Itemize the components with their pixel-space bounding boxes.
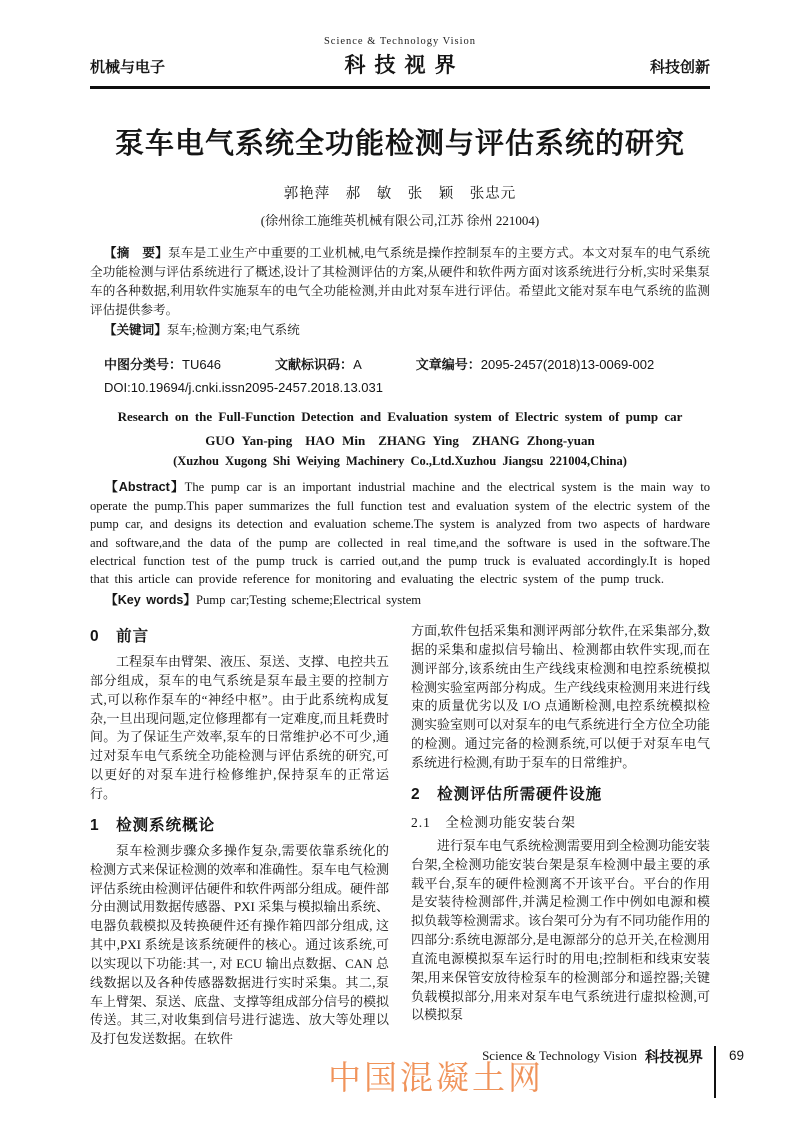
section-heading-1: 1 检测系统概论 xyxy=(90,816,216,834)
subsection-heading-2-1: 2.1 全检测功能安装台架 xyxy=(411,814,576,830)
abstract-zh-paragraph xyxy=(90,244,710,320)
section-1-paragraph-continued: 方面,软件包括采集和测评两部分软件,在采集部分,数据的采集和虚拟信号输出、检测都由软件实现,而在测评部分,该系统由生产线线束检测和电控系统模拟检测实验室两部分构成。生产线线束检测用来进行线束的质量优劣以及 I/O 点通断检测,电控系统模拟检测实验室则可以对泵车的电气系统进行全方位全功能的检测。通过完备的检测系统,可以便于对泵车电气系统进行检测,有助于泵车的日常维护。 xyxy=(411,623,711,770)
body-columns xyxy=(90,622,710,1049)
column-tag-left: 机械与电子 xyxy=(90,59,166,76)
abstract-en-paragraph xyxy=(90,478,710,588)
clc-item xyxy=(104,354,221,373)
article-title: 泵车电气系统全功能检测与评估系统的研究 xyxy=(114,128,685,160)
keywords-zh-text: 泵车;检测方案;电气系统 xyxy=(166,322,300,337)
doc-code-value: A xyxy=(353,357,362,373)
journal-title-en: Science & Technology Vision xyxy=(323,36,477,47)
doc-code-item xyxy=(275,354,362,373)
abstract-zh-text: 泵车是工业生产中重要的工业机械,电气系统是操作控制泵车的主要方式。本文对泵车的电气系统全功能检测与评估系统进行了概述,设计了其检测评估的方案,从硬件和软件两方面对该系统进行分析,实时采集泵车的各种数据,利用软件实施泵车的电气全功能检测,并由此对泵车进行评估。希望此文能对泵车电气系统的监测评估提供参考。 xyxy=(90,246,711,317)
clc-value: TU646 xyxy=(182,357,222,373)
page-number: 69 xyxy=(728,1048,744,1063)
footer-divider xyxy=(714,1046,716,1098)
clc-label: 中图分类号： xyxy=(104,357,183,373)
affiliation: (徐州徐工施维英机械有限公司,江苏 徐州 221004) xyxy=(260,213,540,228)
journal-title-block xyxy=(324,36,476,79)
right-column xyxy=(411,622,710,1049)
keywords-en-label: 【Key words】 xyxy=(105,592,196,607)
doi: DOI:10.19694/j.cnki.issn2095-2457.2018.13.031 xyxy=(104,380,383,396)
keywords-zh-label: 【关键词】 xyxy=(103,322,167,337)
classification-row xyxy=(90,354,710,373)
abstract-zh xyxy=(90,244,710,339)
affiliation-en: (Xuzhou Xugong Shi Weiying Machinery Co.,Ltd.Xuzhou Jiangsu 221004,China) xyxy=(173,454,627,469)
footer-journal-zh: 科技视界 xyxy=(644,1050,703,1066)
article-no-value: 2095-2457(2018)13-0069-002 xyxy=(480,357,655,373)
article-no-item xyxy=(416,354,655,373)
section-heading-2: 2 检测评估所需硬件设施 xyxy=(411,785,603,803)
abstract-en-text: The pump car is an important industrial machine and the electrical system is the main way to operate the pump.This paper summarizes the full function test and evaluation system of the electric system of the pump car, and designs its detection and evaluation scheme.The system is analyzed from two aspects of hardware and software,and the data of the pump are collected in real time,and the software is used in the software.The electrical function test of the pump truck is carried out,and the pump truck is evaluated accordingly.It is hoped that this article can provide reference for monitoring and evaluating the electric system of the pump truck. xyxy=(90,480,710,587)
article-title-en: Research on the Full-Function Detection and Evaluation system of Electric system of pump car xyxy=(117,409,683,425)
keywords-en-line xyxy=(90,591,710,609)
section-2-1-paragraph: 进行泵车电气系统检测需要用到全检测功能安装台架,全检测功能安装台架是泵车检测中最主要的承载平台,泵车的硬件检测离不开该平台。平台的作用是安装待检测部件,并满足检测工作中例如电源和模拟负载等检测需求。该台架可分为有不同功能作用的四部分:系统电源部分,是电源部分的总开关,在检测用直流电源模拟泵车运行时的用电;控制柜和线束安装架,用来保管安放待检泵车的检测部分和遥控器;关键负载模拟部分,用来对泵车电气系统进行虚拟检测,可以模拟泵 xyxy=(411,837,711,1023)
masthead xyxy=(90,36,710,89)
keywords-zh-line xyxy=(90,321,710,340)
section-0-paragraph: 工程泵车由臂架、液压、泵送、支撑、电控共五部分组成，泵车的电气系统是泵车最主要的控制方式,可以称作泵车的“神经中枢”。由于此系统构成复杂,一旦出现问题,定位修理都有一定难度,而且耗费时间。为了保证生产效率,泵车的日常维护必不可少,通过对泵车电气系统全功能检测与评估系统的研究,可以更好的对泵车进行检修维护,保持泵车的正常运行。 xyxy=(90,654,390,801)
authors-en: GUO Yan-ping HAO Min ZHANG Ying ZHANG Zhong-yuan xyxy=(205,433,595,449)
left-column xyxy=(90,622,389,1049)
column-tag-right: 科技创新 xyxy=(649,59,710,76)
journal-title-zh: 科技视界 xyxy=(344,54,465,77)
abstract-en-label: 【Abstract】 xyxy=(105,480,185,495)
authors: 郭艳萍 郝 敏 张 颖 张忠元 xyxy=(283,186,517,202)
watermark-text: 中国混凝土网 xyxy=(328,1059,544,1096)
abstract-zh-label: 【摘 要】 xyxy=(103,246,169,260)
section-1-paragraph: 泵车检测步骤众多操作复杂,需要依靠系统化的检测方式来保证检测的效率和准确性。泵车电气检测评估系统由检测评估硬件和软件两部分组成。硬件部分由测试用数据传感器、PXI 采集与模拟输出系统、电器负载模拟及转换硬件还有操作箱四部分组成, 这其中,PXI 系统是该系统硬件的核心。通过该系统,可以实现以下功能:其一, 对 ECU 输出点数据、CAN 总线数据以及各种传感器数据进行实时采集。其二,泵车上臂架、泵送、底盘、支撑等组成部分信号的模拟传送。其三,对收集到信号进行滤选、放大等处理以及打包发送数据。在软件 xyxy=(90,842,390,1047)
footer-journal-en: Science & Technology Vision xyxy=(482,1048,637,1063)
abstract-en xyxy=(90,478,710,609)
article-no-label: 文章编号： xyxy=(415,357,481,373)
doc-code-label: 文献标识码： xyxy=(275,357,354,373)
section-heading-0: 0 前言 xyxy=(90,628,150,646)
keywords-en-text: Pump car;Testing scheme;Electrical system xyxy=(196,592,422,607)
english-head xyxy=(90,409,710,469)
